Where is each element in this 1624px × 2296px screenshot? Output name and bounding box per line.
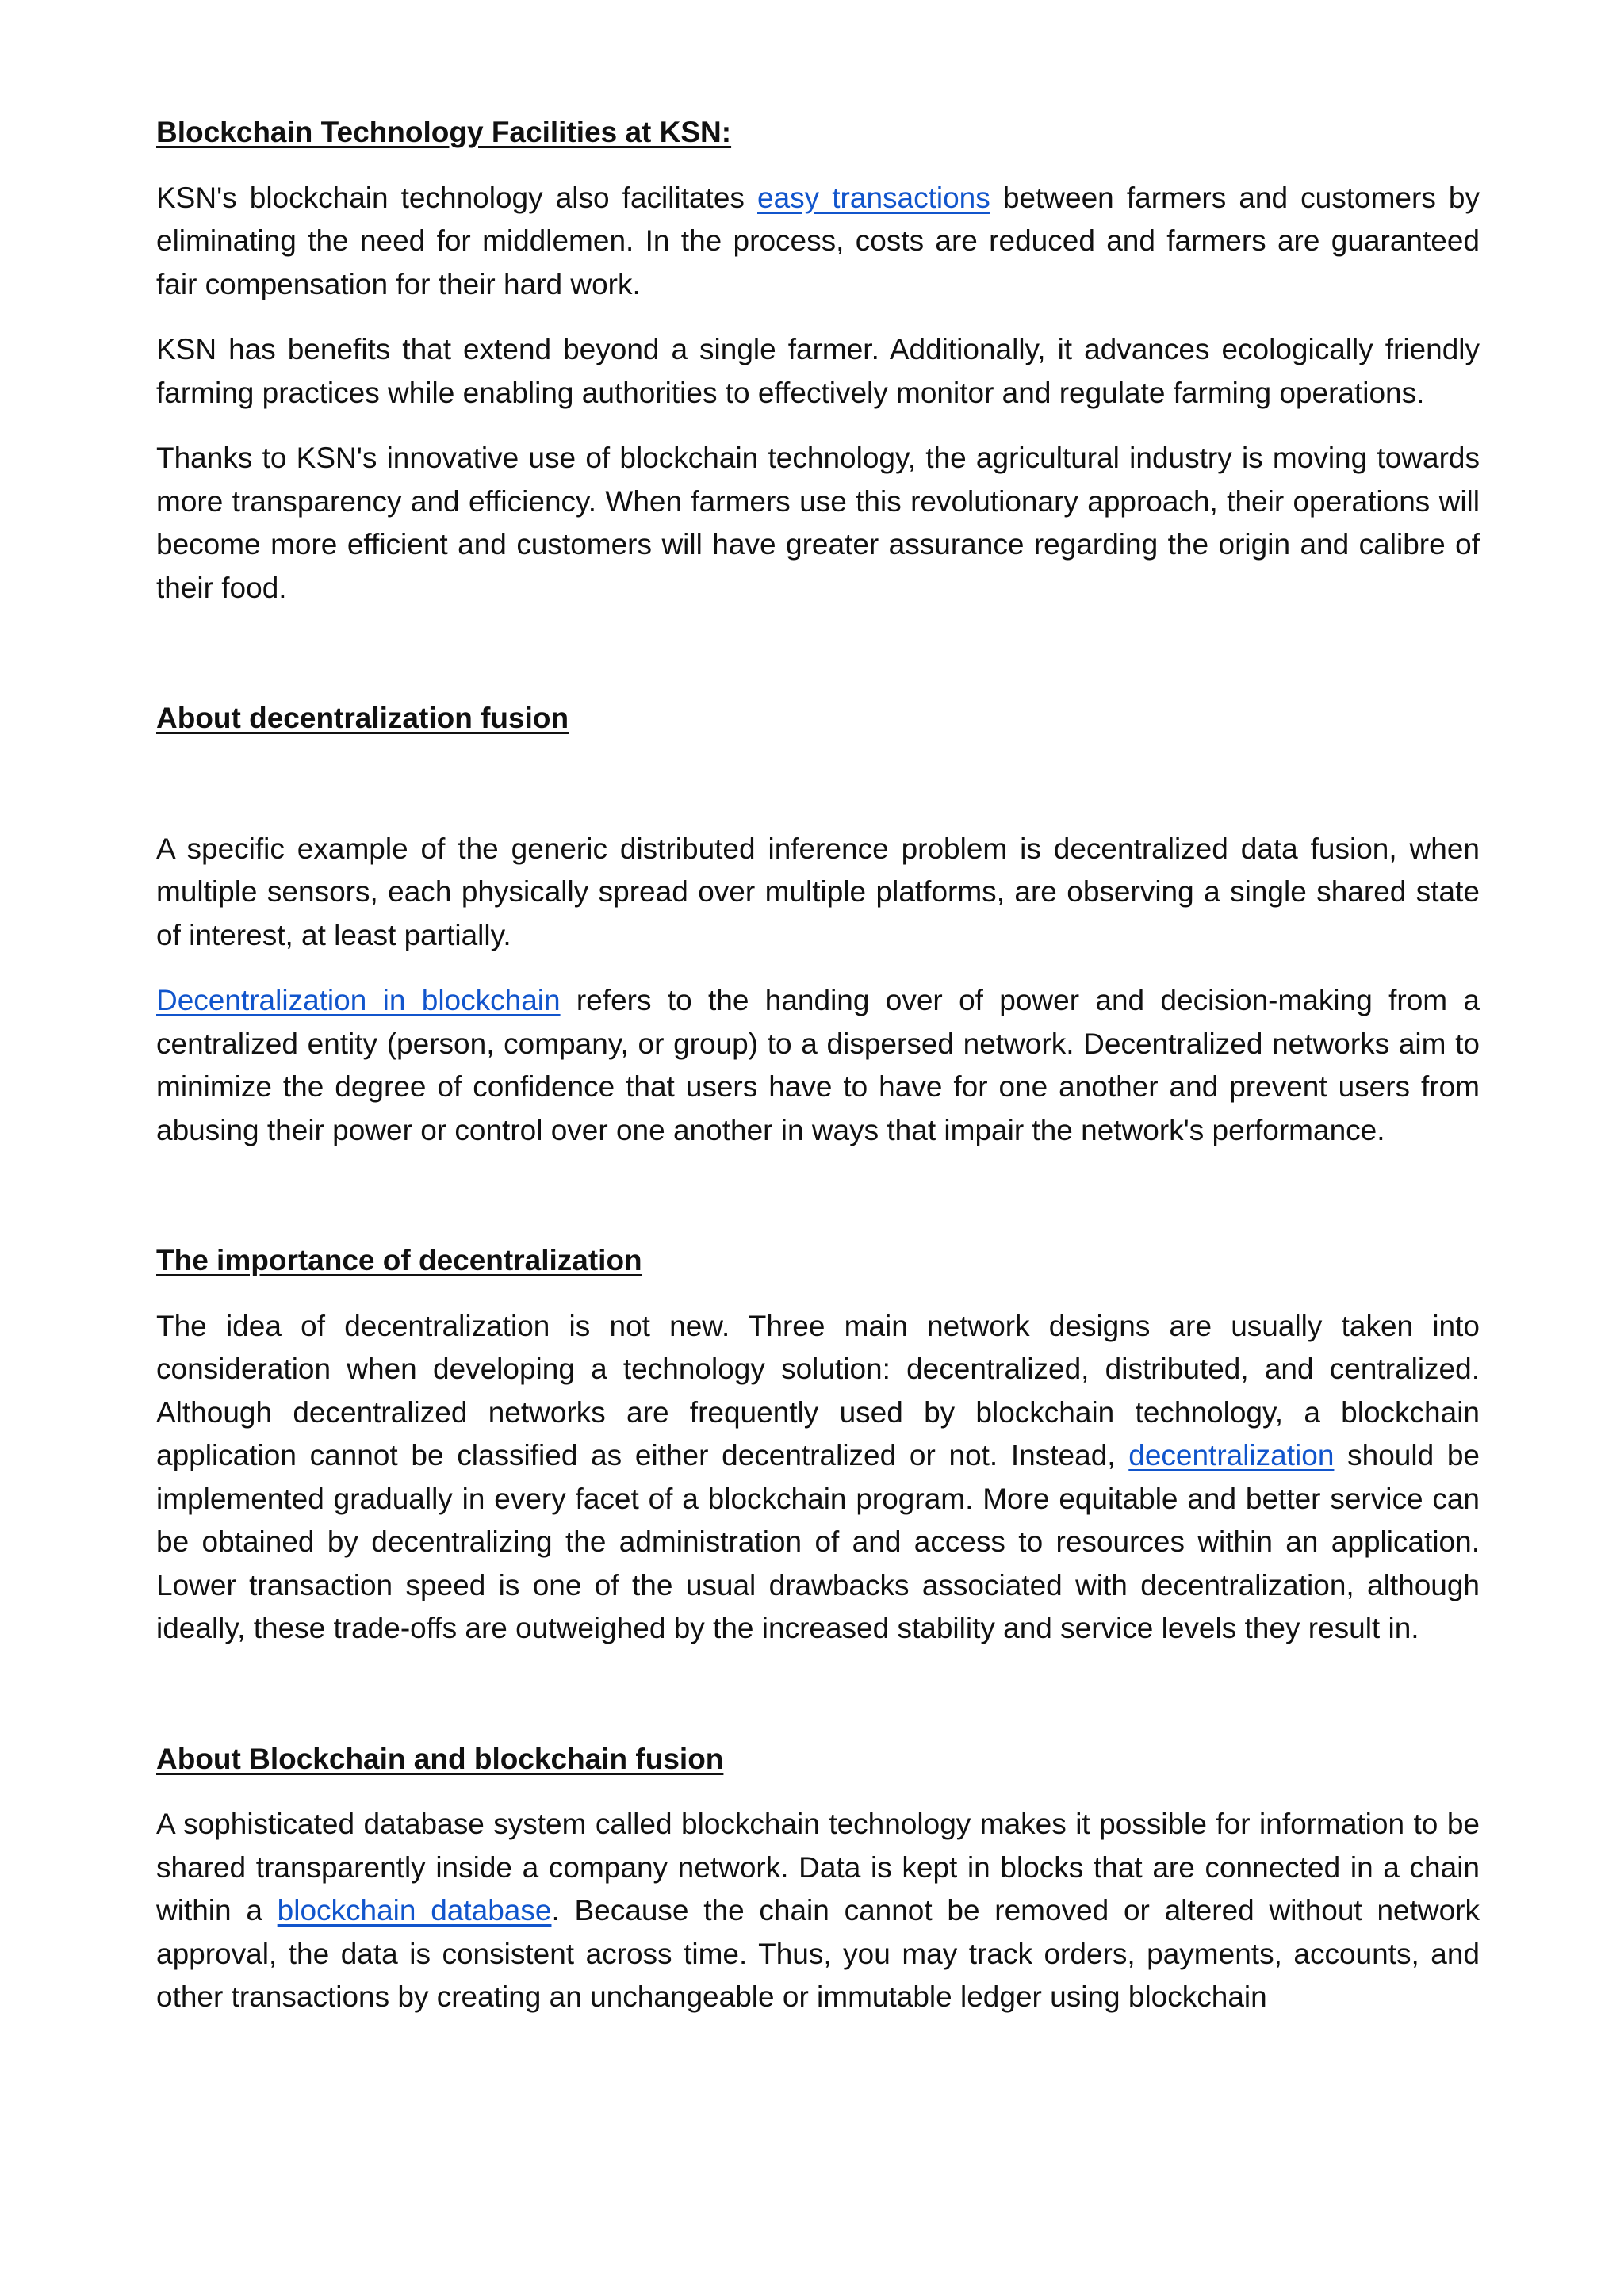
- paragraph: [156, 1305, 1480, 1651]
- paragraph-text: . Because the chain cannot be removed or altered without network approval, the data is consistent across time. Thus, you may track orders, payments, accounts, and other transactions by creating an unchangeable or immutable ledger using blockchain: [156, 1894, 1480, 2013]
- paragraph-text: A sophisticated database system called blockchain technology makes it possible for information to be shared transparently inside a company network. Data is kept in blocks that are connected in a chain within a: [156, 1808, 1480, 1927]
- section-heading-decentralization-fusion: About decentralization fusion: [156, 702, 569, 734]
- paragraph-text: Thanks to KSN's innovative use of blockchain technology, the agricultural industry is moving towards more transparency and efficiency. When farmers use this revolutionary approach, their operations will become more efficient and customers will have greater assurance regarding the origin and calibre of their food.: [156, 442, 1480, 604]
- blockchain-database-link[interactable]: blockchain database: [277, 1894, 552, 1927]
- paragraph: [156, 1803, 1480, 2019]
- decentralization-link[interactable]: decentralization: [1128, 1439, 1335, 1471]
- paragraph: [156, 437, 1480, 610]
- paragraph: [156, 828, 1480, 958]
- paragraph-text: between farmers and customers by eliminating the need for middlemen. In the process, costs are reduced and farmers are guaranteed fair compensation for their hard work.: [156, 181, 1480, 300]
- paragraph-text: should be implemented gradually in every facet of a blockchain program. More equitable and better service can be obtained by decentralizing the administration of and access to resources within an application. Lower transaction speed is one of the usual drawbacks associated with decentralization, although ideally, these trade-offs are outweighed by the increased stability and service levels they result in.: [156, 1439, 1480, 1644]
- paragraph-text: KSN has benefits that extend beyond a single farmer. Additionally, it advances ecologically friendly farming practices while enabling authorities to effectively monitor and regulate farming operations.: [156, 333, 1480, 409]
- paragraph-text: A specific example of the generic distributed inference problem is decentralized data fusion, when multiple sensors, each physically spread over multiple platforms, are observing a single shared state of interest, at least partially.: [156, 832, 1480, 951]
- section-heading-ksn-facilities: Blockchain Technology Facilities at KSN:: [156, 116, 732, 148]
- paragraph: [156, 177, 1480, 307]
- paragraph-text: refers to the handing over of power and decision-making from a centralized entity (person, company, or group) to a dispersed network. Decentralized networks aim to minimize the degree of confidence that users have to have for one another and prevent users from abusing their power or control over one another in ways that impair the network's performance.: [156, 984, 1480, 1146]
- section-heading-importance-of-decentralization: The importance of decentralization: [156, 1244, 642, 1276]
- section-heading-blockchain-fusion: About Blockchain and blockchain fusion: [156, 1742, 724, 1775]
- easy-transactions-link[interactable]: easy transactions: [757, 181, 990, 214]
- paragraph-text: KSN's blockchain technology also facilitates: [156, 181, 758, 214]
- decentralization-in-blockchain-link[interactable]: Decentralization in blockchain: [156, 984, 561, 1016]
- paragraph-text: The idea of decentralization is not new. Three main network designs are usually taken into consideration when developing a technology solution: decentralized, distributed, and centralized. Although decentralized networks are frequently used by blockchain technology, a blockchain application cannot be classified as either decentralized or not. Instead,: [156, 1309, 1480, 1471]
- paragraph: [156, 979, 1480, 1152]
- paragraph: [156, 328, 1480, 415]
